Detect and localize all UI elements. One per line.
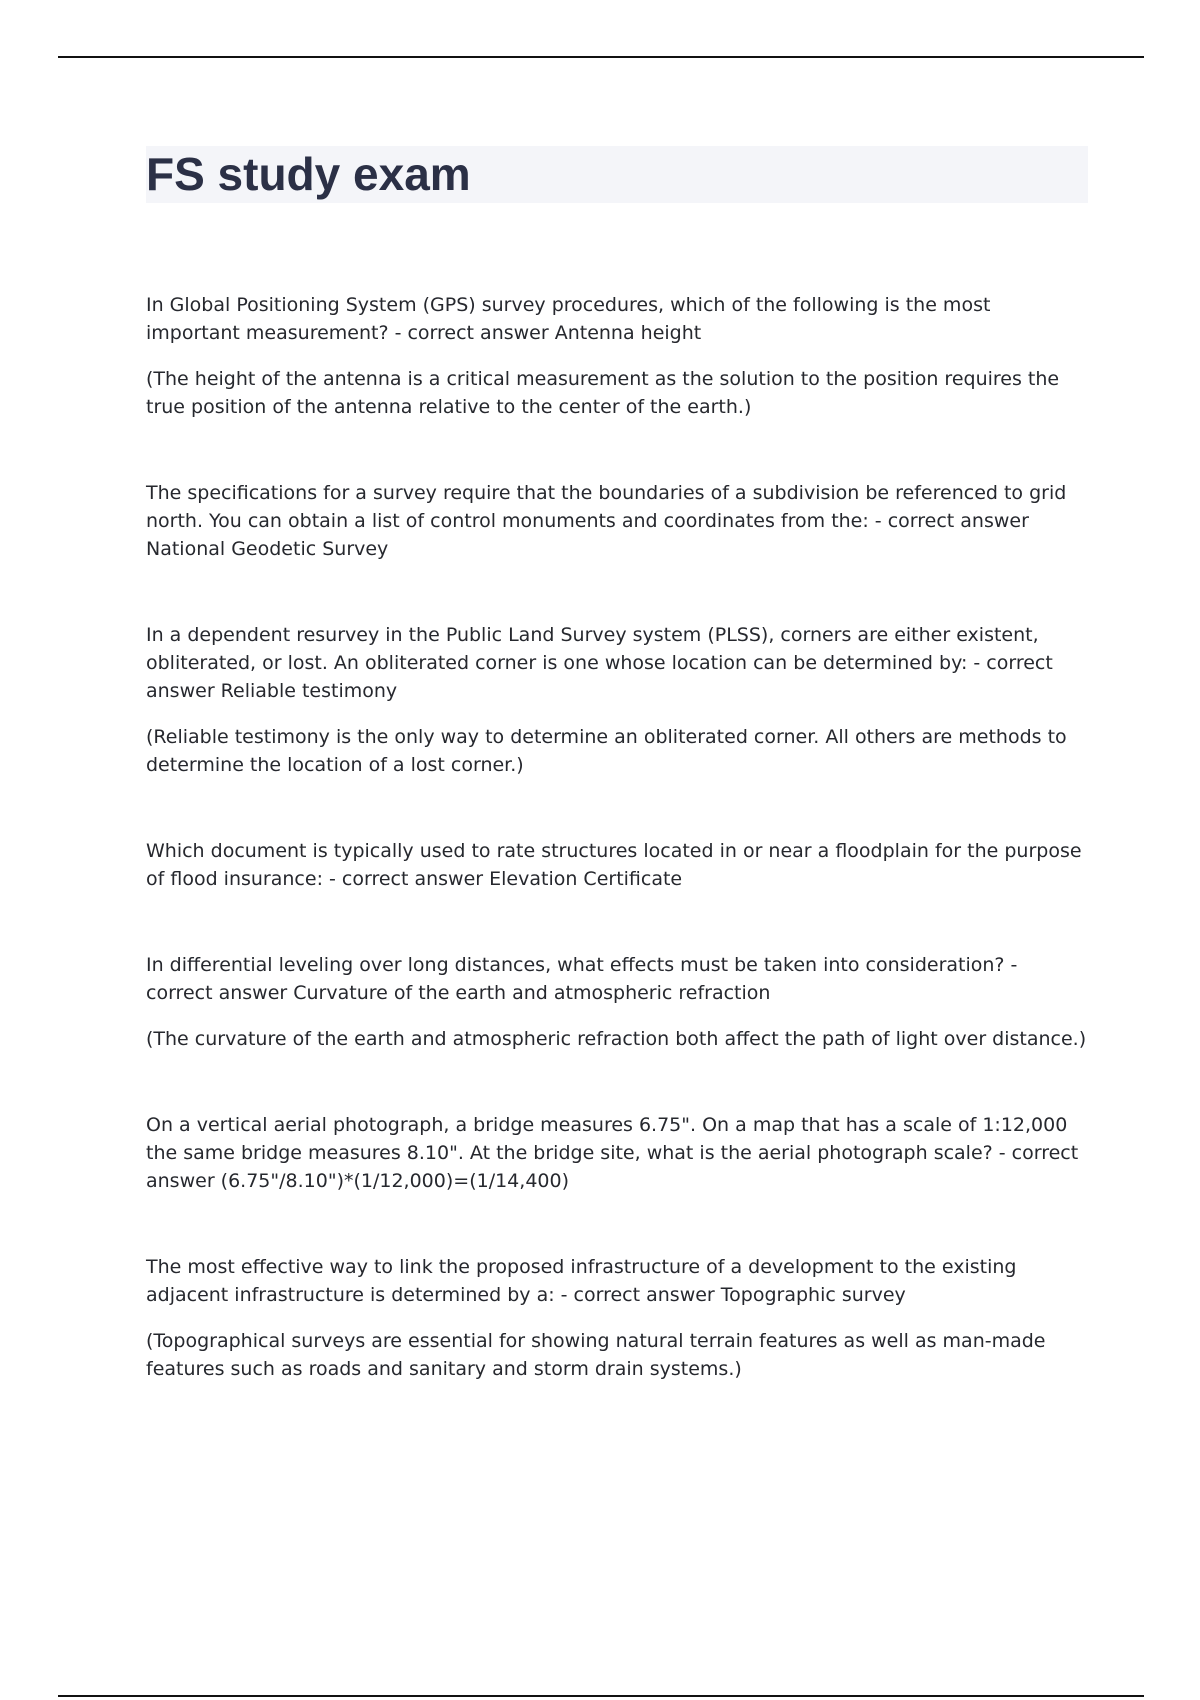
question-item — [146, 837, 1088, 893]
explanation-text: (Reliable testimony is the only way to determine an obliterated corner. All others are methods to determine the location of a lost corner.) — [146, 726, 1067, 776]
document-page — [146, 146, 1088, 1441]
question-text: In differential leveling over long distances, what effects must be taken into consideration? - correct answer Curvature of the earth and atmospheric refraction — [146, 954, 1018, 1004]
question-text: In a dependent resurvey in the Public Land Survey system (PLSS), corners are either existent, obliterated, or lost. An obliterated corner is one whose location can be determined by: - correct answer Reliable testimony — [146, 624, 1053, 702]
question-text: The most effective way to link the proposed infrastructure of a development to the existing adjacent infrastructure is determined by a: - correct answer Topographic survey — [146, 1256, 1017, 1306]
question-item — [146, 621, 1088, 779]
explanation-text: (Topographical surveys are essential for showing natural terrain features as well as man-made features such as roads and sanitary and storm drain systems.) — [146, 1330, 1046, 1380]
question-text: Which document is typically used to rate structures located in or near a floodplain for the purpose of flood insurance: - correct answer Elevation Certificate — [146, 840, 1082, 890]
question-item — [146, 1111, 1088, 1195]
question-item — [146, 291, 1088, 421]
question-text: On a vertical aerial photograph, a bridge measures 6.75". On a map that has a scale of 1:12,000 the same bridge measures 8.10". At the bridge site, what is the aerial photograph scale? - correct answer (6.75"/8.10")*(1/12,000)=(1/14,400) — [146, 1114, 1079, 1192]
explanation-text: (The height of the antenna is a critical measurement as the solution to the position requires the true position of the antenna relative to the center of the earth.) — [146, 368, 1060, 418]
question-text: In Global Positioning System (GPS) survey procedures, which of the following is the most important measurement? - correct answer Antenna height — [146, 294, 991, 344]
question-item — [146, 1253, 1088, 1383]
bottom-divider — [58, 1695, 1144, 1697]
title-band — [146, 146, 1088, 203]
question-text: The specifications for a survey require that the boundaries of a subdivision be referenced to grid north. You can obtain a list of control monuments and coordinates from the: - correct answer National Geodetic Survey — [146, 482, 1067, 560]
explanation-text: (The curvature of the earth and atmospheric refraction both affect the path of light over distance.) — [146, 1028, 1087, 1050]
top-divider — [58, 56, 1144, 58]
document-title: FS study exam — [146, 148, 471, 200]
question-list — [146, 291, 1088, 1383]
question-item — [146, 479, 1088, 563]
question-item — [146, 951, 1088, 1053]
